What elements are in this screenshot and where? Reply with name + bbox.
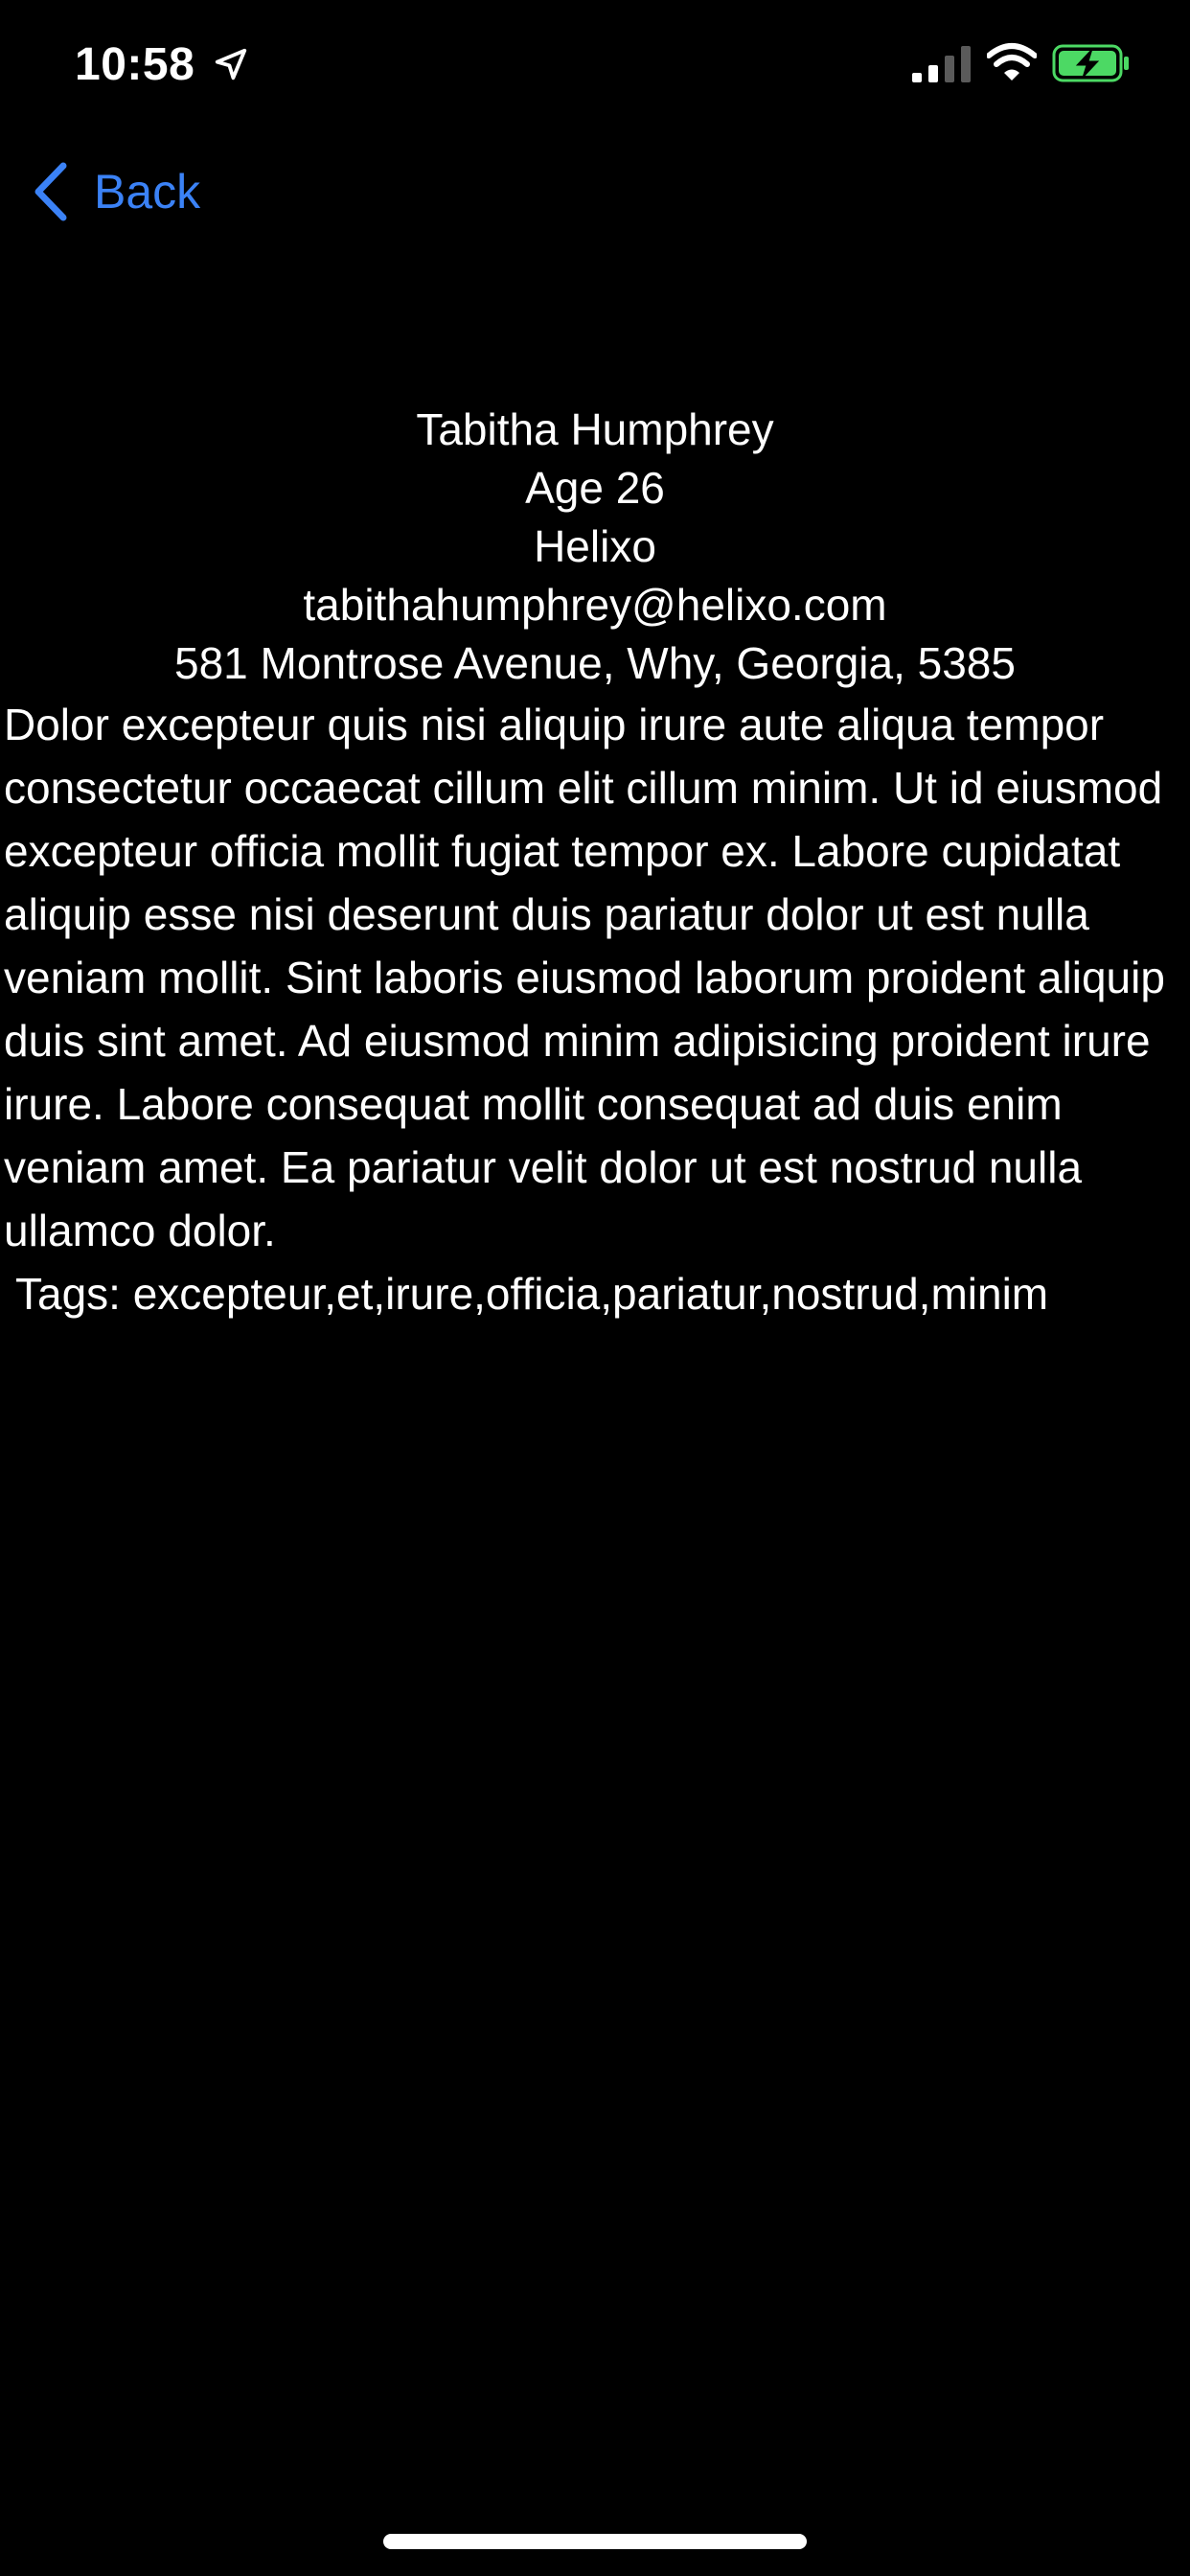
profile-name: Tabitha Humphrey	[416, 404, 774, 454]
location-arrow-icon	[213, 46, 249, 82]
wifi-icon	[987, 42, 1037, 82]
profile-detail	[0, 401, 1190, 1325]
profile-age: Age 26	[525, 463, 665, 513]
profile-email: tabithahumphrey@helixo.com	[303, 580, 887, 630]
profile-address: 581 Montrose Avenue, Why, Georgia, 5385	[174, 638, 1016, 688]
battery-charging-icon	[1052, 44, 1131, 82]
navigation-bar	[0, 144, 1190, 240]
profile-tags: Tags: excepteur,et,irure,officia,pariatur,nostrud,minim	[15, 1269, 1049, 1319]
profile-company: Helixo	[534, 521, 656, 571]
back-button[interactable]	[31, 153, 200, 230]
back-button-label: Back	[94, 165, 201, 218]
cellular-signal-icon	[912, 46, 972, 82]
status-time: 10:58	[75, 39, 195, 90]
chevron-left-icon	[31, 162, 69, 221]
profile-about: Dolor excepteur quis nisi aliquip irure aute aliqua tempor consectetur occaecat cillum elit cillum minim. Ut id eiusmod excepteur officia mollit fugiat tempor ex. Labore cupidatat aliquip esse nisi deserunt duis pariatur dolor ut est nulla veniam mollit. Sint laboris eiusmod laborum proident aliquip duis sint amet. Ad eiusmod minim adipisicing proident irure irure. Labore consequat mollit consequat ad duis enim veniam amet. Ea pariatur velit dolor ut est nostrud nulla ullamco dolor.	[4, 700, 1165, 1255]
home-indicator	[383, 2534, 807, 2549]
status-bar	[0, 0, 1190, 130]
